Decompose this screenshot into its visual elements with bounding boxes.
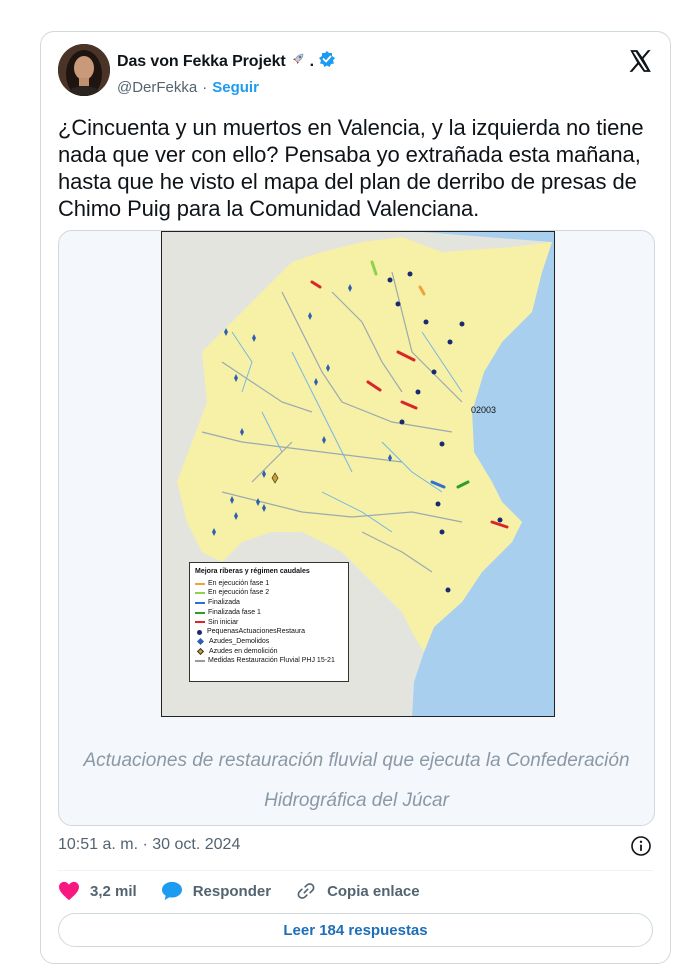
legend-item [195,656,343,666]
tweet-timestamp[interactable] [58,836,240,854]
orange-line-icon [195,583,205,585]
copy-link-label: Copia enlace [327,882,420,900]
timestamp-separator: · [142,836,148,853]
tweet-date: 30 oct. 2024 [152,836,241,853]
legend-label: Azudes en demolición [209,647,278,655]
river-restoration-map [161,231,555,717]
link-icon [295,881,317,901]
gray-line-icon [195,660,205,662]
legend-item [195,579,343,589]
legend-item [195,618,343,628]
tweet-text: ¿Cincuenta y un muertos en Valencia, y la izquierda no tiene nada que ver con ello? Pensaba yo extrañada esta mañana, hasta que he visto el mapa del plan de derribo de presas de Chimo Puig para la Comunidad Valenciana. [58,115,644,221]
legend-label: En ejecución fase 1 [208,579,270,587]
author-handle-row [117,79,336,96]
legend-item [195,608,343,618]
like-button[interactable] [58,881,137,901]
avatar[interactable] [58,44,110,96]
verified-badge-icon [318,50,336,73]
diamond-icon [197,638,204,645]
author-names [117,50,336,96]
red-line-icon [195,621,205,623]
tweet-media[interactable] [58,230,655,826]
copy-link-button[interactable] [295,881,420,901]
like-count: 3,2 mil [90,882,137,900]
info-icon[interactable] [630,835,652,857]
rocket-icon [290,51,306,72]
speech-bubble-icon [161,881,183,901]
legend-label: Sin iniciar [208,618,239,626]
author-name-suffix: . [309,52,315,70]
author-handle[interactable]: @DerFekka [117,79,198,96]
author-name-text: Das von Fekka Projekt [117,52,286,70]
green-line-icon [195,612,205,614]
map-legend [189,562,349,682]
media-caption: Actuaciones de restauración fluvial que ejecuta la Confederación Hidrográfica del Júcar [83,750,630,811]
legend-title: Mejora riberas y régimen caudales [195,568,310,575]
legend-label: Finalizada fase 1 [208,608,261,616]
divider [58,870,653,871]
legend-item [195,637,343,647]
legend-label: Azudes_Demolidos [209,637,270,645]
tweet-card [40,31,671,964]
legend-item [195,647,343,657]
x-logo-icon[interactable] [627,48,653,74]
legend-item [195,588,343,598]
follow-button[interactable]: Seguir [212,79,259,96]
diamond-outline-icon [197,648,204,655]
legend-label: PequenasActuacionesRestaura [207,628,306,636]
reply-label: Responder [192,882,272,900]
legend-item [195,627,343,637]
handle-separator: · [202,79,208,96]
dot-icon [197,630,202,635]
action-bar [58,879,444,903]
light-green-line-icon [195,592,205,594]
author-display-name[interactable] [117,50,336,73]
read-replies-button[interactable]: Leer 184 respuestas [58,913,653,947]
legend-item [195,598,343,608]
legend-label: Medidas Restauración Fluvial PHJ 15-21 [208,657,335,665]
heart-icon [58,881,80,901]
tweet-header [58,44,653,104]
legend-label: Finalizada [208,599,240,607]
reply-button[interactable] [161,881,271,901]
legend-label: En ejecución fase 2 [208,589,270,597]
map-zone-code: 02003 [471,405,497,415]
tweet-time: 10:51 a. m. [58,836,139,853]
blue-line-icon [195,602,205,604]
